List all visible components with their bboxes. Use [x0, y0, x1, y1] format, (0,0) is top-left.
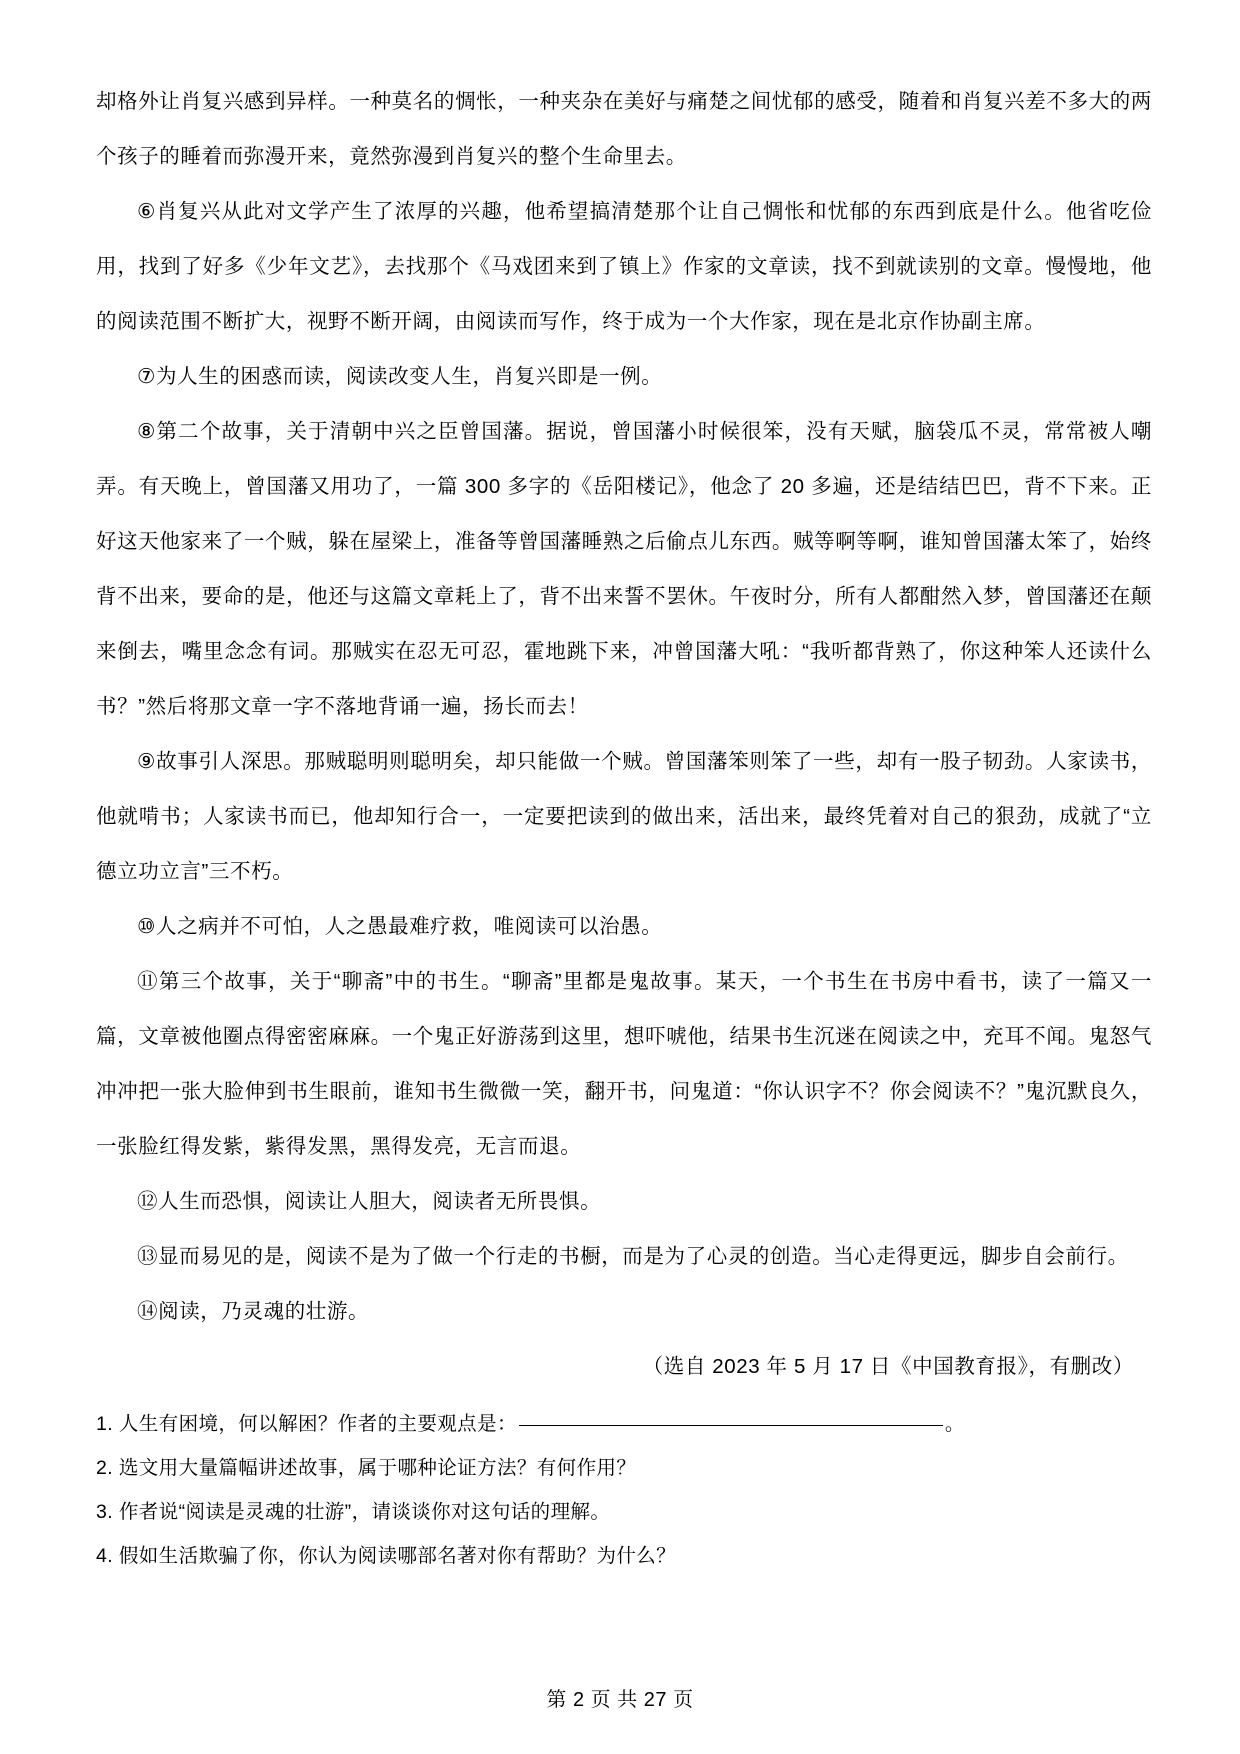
question-text: 2. 选文用大量篇幅讲述故事，属于哪种论证方法？有何作用？ [96, 1457, 637, 1479]
question-suffix: 。 [944, 1413, 965, 1435]
page-content [96, 74, 1152, 1578]
answer-blank-line[interactable] [519, 1425, 943, 1426]
passage-paragraph: ⑥肖复兴从此对文学产生了浓厚的兴趣，他希望搞清楚那个让自己惆怅和忧郁的东西到底是什么。他省吃俭用，找到了好多《少年文艺》，去找那个《马戏团来到了镇上》作家的文章读，找不到就读别的文章。慢慢地，他的阅读范围不断扩大，视野不断开阔，由阅读而写作，终于成为一个大作家，现在是北京作协副主席。 [96, 200, 1152, 333]
passage-paragraph: ⑫人生而恐惧，阅读让人胆大，阅读者无所畏惧。 [137, 1190, 602, 1213]
passage-paragraph: 却格外让肖复兴感到异样。一种莫名的惆怅，一种夹杂在美好与痛楚之间忧郁的感受，随着和肖复兴差不多大的两个孩子的睡着而弥漫开来，竟然弥漫到肖复兴的整个生命里去。 [96, 90, 1152, 168]
passage-paragraph: ⑪第三个故事，关于“聊斋”中的书生。“聊斋”里都是鬼故事。某天，一个书生在书房中看书，读了一篇又一篇，文章被他圈点得密密麻麻。一个鬼正好游荡到这里，想吓唬他，结果书生沉迷在阅读之中，充耳不闻。鬼怒气冲冲把一张大脸伸到书生眼前，谁知书生微微一笑，翻开书，问鬼道：“你认识字不？你会阅读不？”鬼沉默良久，一张脸红得发紫，紫得发黑，黑得发亮，无言而退。 [96, 970, 1152, 1158]
passage-paragraph: ⑨故事引人深思。那贼聪明则聪明矣，却只能做一个贼。曾国藩笨则笨了一些，却有一股子韧劲。人家读书，他就啃书；人家读书而已，他却知行合一，一定要把读到的做出来，活出来，最终凭着对自己的狠劲，成就了“立德立功立言”三不朽。 [96, 750, 1152, 883]
question-list [96, 1402, 1152, 1578]
passage-paragraph: ⑭阅读，乃灵魂的壮游。 [137, 1300, 370, 1323]
passage-paragraph: ⑩人之病并不可怕，人之愚最难疗救，唯阅读可以治愚。 [137, 915, 663, 938]
source-attribution: （选自 2023 年 5 月 17 日《中国教育报》，有删改） [642, 1355, 1134, 1378]
question-item-3 [96, 1490, 1152, 1534]
question-item-1 [96, 1402, 1152, 1446]
passage-paragraph: ⑧第二个故事，关于清朝中兴之臣曾国藩。据说，曾国藩小时候很笨，没有天赋，脑袋瓜不灵，常常被人嘲弄。有天晚上，曾国藩又用功了，一篇 300 多字的《岳阳楼记》，他念了 20 多遍，还是结结巴巴，背不下来。正好这天他家来了一个贼，躲在屋梁上，准备等曾国藩睡熟之后偷点儿东西。贼等啊等啊，谁知曾国藩太笨了，始终背不出来，要命的是，他还与这篇文章耗上了，背不出来誓不罢休。午夜时分，所有人都酣然入梦，曾国藩还在颠来倒去，嘴里念念有词。那贼实在忍无可忍，霍地跳下来，冲曾国藩大吼：“我听都背熟了，你这种笨人还读什么书？”然后将那文章一字不落地背诵一遍，扬长而去！ [96, 420, 1152, 718]
passage-paragraph: ⑬显而易见的是，阅读不是为了做一个行走的书橱，而是为了心灵的创造。当心走得更远，脚步自会前行。 [137, 1245, 1129, 1268]
page-footer: 第 2 页 共 27 页 [546, 1689, 694, 1711]
question-item-2 [96, 1446, 1152, 1490]
question-text: 3. 作者说“阅读是灵魂的壮游”，请谈谈你对这句话的理解。 [96, 1501, 611, 1523]
question-text: 4. 假如生活欺骗了你，你认为阅读哪部名著对你有帮助？为什么？ [96, 1545, 677, 1567]
question-item-4 [96, 1534, 1152, 1578]
question-text: 1. 人生有困境，何以解困？作者的主要观点是： [96, 1413, 517, 1435]
passage-paragraph: ⑦为人生的困惑而读，阅读改变人生，肖复兴即是一例。 [137, 365, 663, 388]
